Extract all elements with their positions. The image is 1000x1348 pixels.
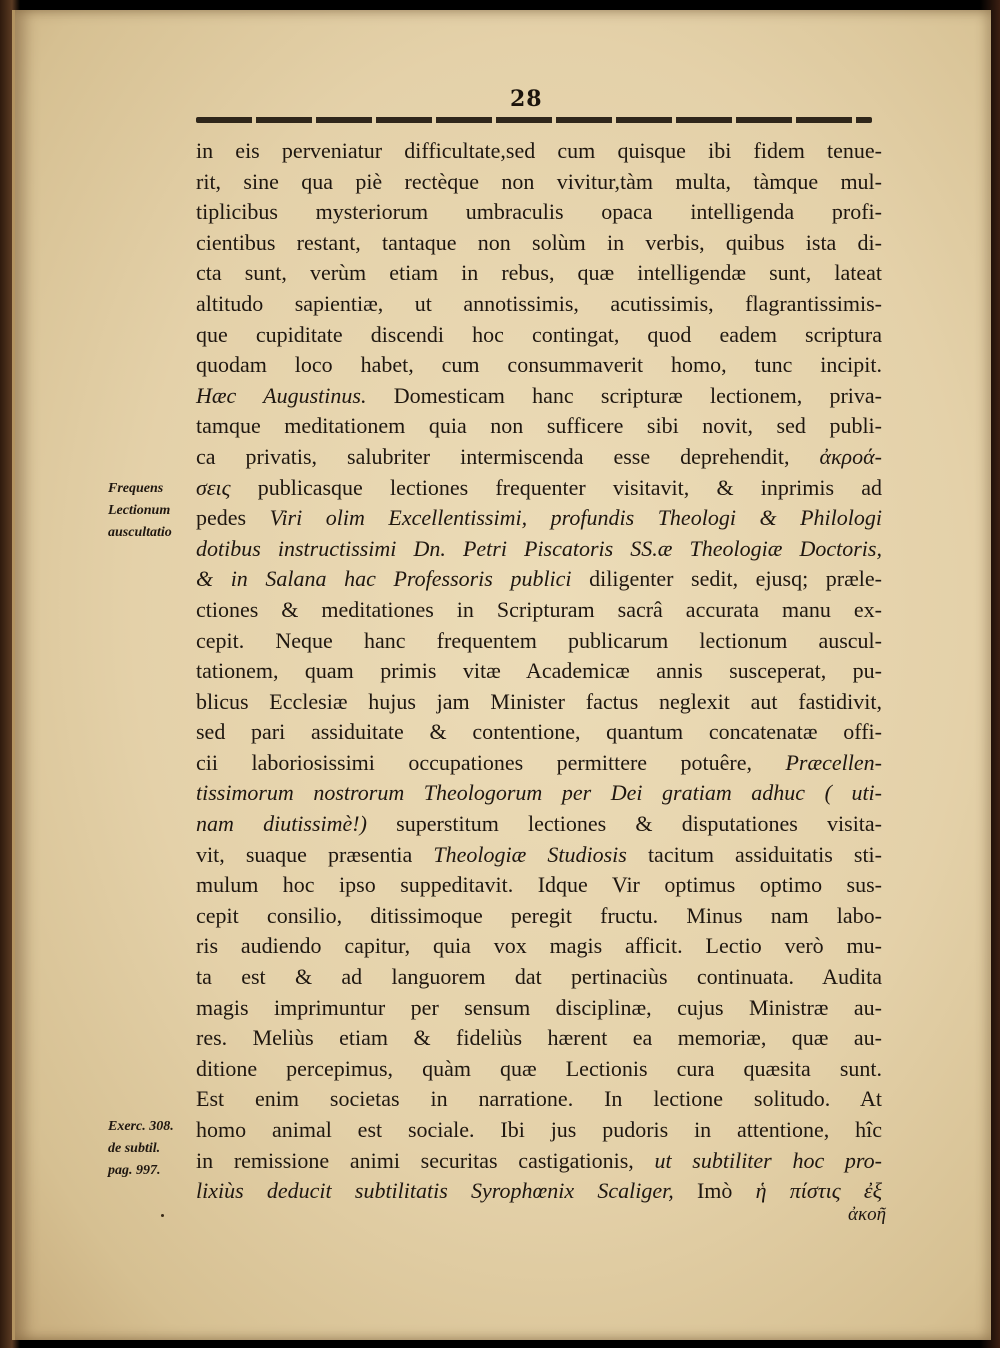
text-line	[196, 473, 882, 504]
text-segment: ris audiendo capitur, quia vox magis afficit. Lectio verò mu-	[196, 933, 882, 959]
greek-text: ἀκροά-	[819, 443, 882, 469]
page-number: 28	[510, 86, 543, 112]
text-line	[196, 320, 882, 351]
text-line	[196, 809, 882, 840]
text-line	[196, 687, 882, 718]
text-segment: sed pari assiduitate & contentione, quantum concatenatæ offi-	[196, 719, 882, 745]
margin-note-line: pag. 997.	[108, 1163, 161, 1178]
text-segment: tacitum assiduitatis sti-	[626, 841, 882, 867]
text-segment: cta sunt, verùm etiam in rebus, quæ intelligendæ sunt, lateat	[196, 260, 882, 286]
text-line	[196, 564, 882, 595]
text-segment: ca privatis, salubriter intermiscenda esse deprehendit,	[196, 443, 820, 469]
text-line	[196, 136, 882, 167]
text-segment: tamque meditationem quia non sufficere sibi novit, sed publi-	[196, 413, 882, 439]
text-line	[196, 503, 882, 534]
italic-text: Hæc Augustinus.	[196, 382, 367, 408]
text-line	[196, 442, 882, 473]
italic-text: Viri olim Excellentissimi, profundis Theologi & Philologi	[269, 505, 882, 531]
text-segment: Imò	[673, 1178, 756, 1204]
margin-note-exercitatio	[108, 1116, 200, 1182]
text-segment: ditione percepimus, quàm quæ Lectionis cura quæsita sunt.	[196, 1055, 882, 1081]
text-segment: tationem, quam primis vitæ Academicæ annis susceperat, pu-	[196, 658, 882, 684]
text-segment: diligenter sedit, ejusq; præle-	[571, 566, 883, 592]
italic-text: tissimorum nostrorum Theologorum per Dei gratiam adhuc ( uti-	[196, 780, 882, 806]
text-line	[196, 656, 882, 687]
italic-text: Præcellen-	[785, 749, 882, 775]
text-line	[196, 1115, 882, 1146]
text-segment: vit, suaque præsentia	[196, 841, 434, 867]
text-segment: ctiones & meditationes in Scripturam sacrâ accurata manu ex-	[196, 596, 882, 622]
text-segment: magis imprimuntur per sensum disciplinæ, cujus Ministræ au-	[196, 994, 882, 1020]
text-line	[196, 350, 882, 381]
text-line	[196, 717, 882, 748]
text-line	[196, 962, 882, 993]
italic-text: nam diutissimè!)	[196, 811, 367, 837]
text-segment: que cupiditate discendi hoc contingat, quod eadem scriptura	[196, 321, 882, 347]
text-segment: Domesticam hanc scripturæ lectionem, priva-	[366, 382, 882, 408]
text-line	[196, 289, 882, 320]
margin-note-line: Exerc. 308.	[108, 1119, 174, 1134]
header-rule	[196, 117, 872, 123]
text-line	[196, 1176, 882, 1207]
text-segment: in remissione animi securitas castigationis,	[196, 1147, 655, 1173]
text-line	[196, 1146, 882, 1177]
text-line	[196, 228, 882, 259]
text-line	[196, 197, 882, 228]
text-line	[196, 1054, 882, 1085]
margin-note-line: Lectionum	[108, 503, 171, 518]
margin-note-line: auscultatio	[108, 525, 172, 540]
text-line	[196, 748, 882, 779]
text-line	[196, 1023, 882, 1054]
margin-note-line: Frequens	[108, 481, 164, 496]
text-segment: cientibus restant, tantaque non solùm in verbis, quibus ista di-	[196, 229, 882, 255]
text-line	[196, 778, 882, 809]
text-segment: superstitum lectiones & disputationes visita-	[366, 811, 883, 837]
italic-text: ut subtiliter hoc pro-	[654, 1147, 882, 1173]
text-segment: pedes	[196, 505, 270, 531]
margin-note-line: de subtil.	[108, 1141, 161, 1156]
text-segment: ta est & ad languorem dat pertinaciùs continuata. Audita	[196, 964, 882, 990]
catchword: ἀκοῆ	[848, 1204, 887, 1225]
italic-text: Theologiæ Studiosis	[433, 841, 627, 867]
margin-note-frequens	[108, 478, 200, 544]
text-line	[196, 595, 882, 626]
text-segment: altitudo sapientiæ, ut annotissimis, acutissimis, flagrantissimis-	[196, 290, 882, 316]
text-segment: cii laboriosissimi occupationes permittere potuêre,	[196, 749, 786, 775]
text-segment: cepit consilio, ditissimoque peregit fructu. Minus nam labo-	[196, 902, 882, 928]
text-line	[196, 381, 882, 412]
text-line	[196, 870, 882, 901]
greek-text: ἡ πίστις ἐξ	[755, 1178, 882, 1204]
text-line	[196, 840, 882, 871]
text-segment: tiplicibus mysteriorum umbraculis opaca intelligenda profi-	[196, 199, 882, 225]
text-segment: homo animal est sociale. Ibi jus pudoris in attentione, hîc	[196, 1117, 882, 1142]
greek-text: σεις	[196, 474, 231, 500]
text-segment: quodam loco habet, cum consummaverit homo, tunc incipit.	[196, 352, 882, 378]
text-segment: mulum hoc ipso suppeditavit. Idque Vir optimus optimo sus-	[196, 872, 882, 898]
text-line	[196, 626, 882, 657]
paper-speck	[161, 1214, 164, 1217]
text-segment: publicasque lectiones frequenter visitavit, & inprimis ad	[230, 474, 882, 500]
text-segment: Est enim societas in narratione. In lectione solitudo. At	[196, 1086, 882, 1112]
text-segment: res. Meliùs etiam & fideliùs hærent ea memoriæ, quæ au-	[196, 1025, 882, 1051]
italic-text: lixiùs deducit subtilitatis Syrophœnix Scaliger,	[196, 1178, 674, 1204]
text-segment: cepit. Neque hanc frequentem publicarum lectionum auscul-	[196, 627, 882, 653]
italic-text: dotibus instructissimi Dn. Petri Piscatoris SS.æ Theologiæ Doctoris,	[196, 535, 882, 561]
text-line	[196, 534, 882, 565]
body-text	[196, 136, 882, 1207]
text-line	[196, 931, 882, 962]
text-line	[196, 901, 882, 932]
text-segment: rit, sine qua piè rectèque non vivitur,tàm multa, tàmque mul-	[196, 168, 882, 194]
italic-text: & in Salana hac Professoris publici	[196, 566, 572, 592]
text-line	[196, 167, 882, 198]
text-segment: blicus Ecclesiæ hujus jam Minister factus neglexit aut fastidivit,	[196, 688, 882, 714]
text-segment: in eis perveniatur difficultate,sed cum quisque ibi fidem tenue-	[196, 138, 882, 163]
text-line	[196, 258, 882, 289]
text-line	[196, 411, 882, 442]
text-line	[196, 1084, 882, 1115]
text-line	[196, 993, 882, 1024]
